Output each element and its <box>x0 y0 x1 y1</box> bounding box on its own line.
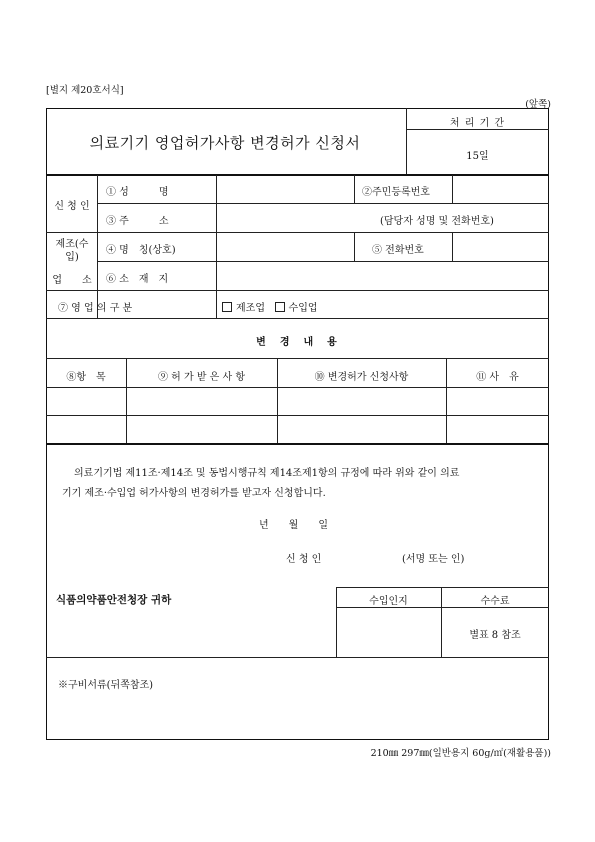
contact-note: (담당자 성명 및 전화번호) <box>380 216 494 227</box>
change-header-approved: ⑨ 허 가 받 은 사 항 <box>157 372 246 383</box>
business-name-label: ④ 명 칭(상호) <box>106 245 176 256</box>
stamp-label: 수입인지 <box>369 596 408 607</box>
processing-period-label: 처 리 기 간 <box>449 118 506 129</box>
applicant-name-field[interactable] <box>218 177 352 201</box>
signature-label: (서명 또는 인) <box>402 554 465 565</box>
fee-label: 수수료 <box>480 596 510 607</box>
business-name-field[interactable] <box>218 234 352 258</box>
declaration-applicant: 신 청 인 <box>286 554 322 565</box>
processing-period-value: 15일 <box>466 151 489 162</box>
applicant-name-label: ① 성 명 <box>106 187 169 198</box>
business-type-options <box>222 299 318 314</box>
paper-size-footer: 210㎜ 297㎜(일반용지 60g/㎡(재활용품)) <box>370 748 551 759</box>
checkbox-icon <box>222 302 232 312</box>
business-location-label: ⑥ 소 재 지 <box>106 274 169 285</box>
applicant-group-label: 신 청 인 <box>54 201 90 212</box>
change-row-2[interactable] <box>47 416 547 442</box>
manufacture-option-label: 제조업 <box>236 303 265 314</box>
attachments-note: ※구비서류(뒤쪽참조) <box>58 680 154 691</box>
recipient: 식품의약품안전청장 귀하 <box>56 594 172 606</box>
change-section-title: 변 경 내 용 <box>256 337 339 348</box>
business-phone-label: ⑤ 전화번호 <box>372 245 424 256</box>
resident-number-label: ②주민등록번호 <box>362 187 430 198</box>
declaration-line-1: 의료기기법 제11조·제14조 및 동법시행규칙 제14조제1항의 규정에 따라 위와 같이 의료 <box>74 468 460 479</box>
change-header-reason: ⑪ 사 유 <box>476 372 519 383</box>
import-option-label: 수입업 <box>288 303 318 314</box>
business-group-label-2: 업 소 <box>52 275 92 286</box>
business-location-field[interactable] <box>218 263 546 287</box>
change-row-1[interactable] <box>47 388 547 414</box>
page-title: 의료기기 영업허가사항 변경허가 신청서 <box>89 134 361 152</box>
declaration-line-2: 기기 제조·수입업 허가사항의 변경허가를 받고자 신청합니다. <box>62 488 326 499</box>
form-number: [별지 제20호서식] <box>46 85 124 96</box>
business-type-label: ⑦ 영 업 의 구 분 <box>58 303 133 314</box>
import-checkbox[interactable] <box>275 303 318 314</box>
business-phone-field[interactable] <box>454 234 546 258</box>
change-header-item: ⑧항 목 <box>66 372 106 383</box>
manufacture-checkbox[interactable] <box>222 303 265 314</box>
business-group-label-1: 제조(수입) <box>55 239 89 263</box>
change-header-requested: ⑩ 변경허가 신청사항 <box>314 372 409 383</box>
declaration-date: 년 월 일 <box>259 520 328 531</box>
checkbox-icon <box>275 302 285 312</box>
resident-number-field[interactable] <box>454 177 546 201</box>
revenue-stamp-area[interactable] <box>338 609 439 655</box>
page-side-label: (앞쪽) <box>525 99 551 110</box>
applicant-address-label: ③ 주 소 <box>106 216 169 227</box>
fee-value: 별표 8 참조 <box>469 630 521 641</box>
applicant-address-field[interactable] <box>218 206 378 230</box>
